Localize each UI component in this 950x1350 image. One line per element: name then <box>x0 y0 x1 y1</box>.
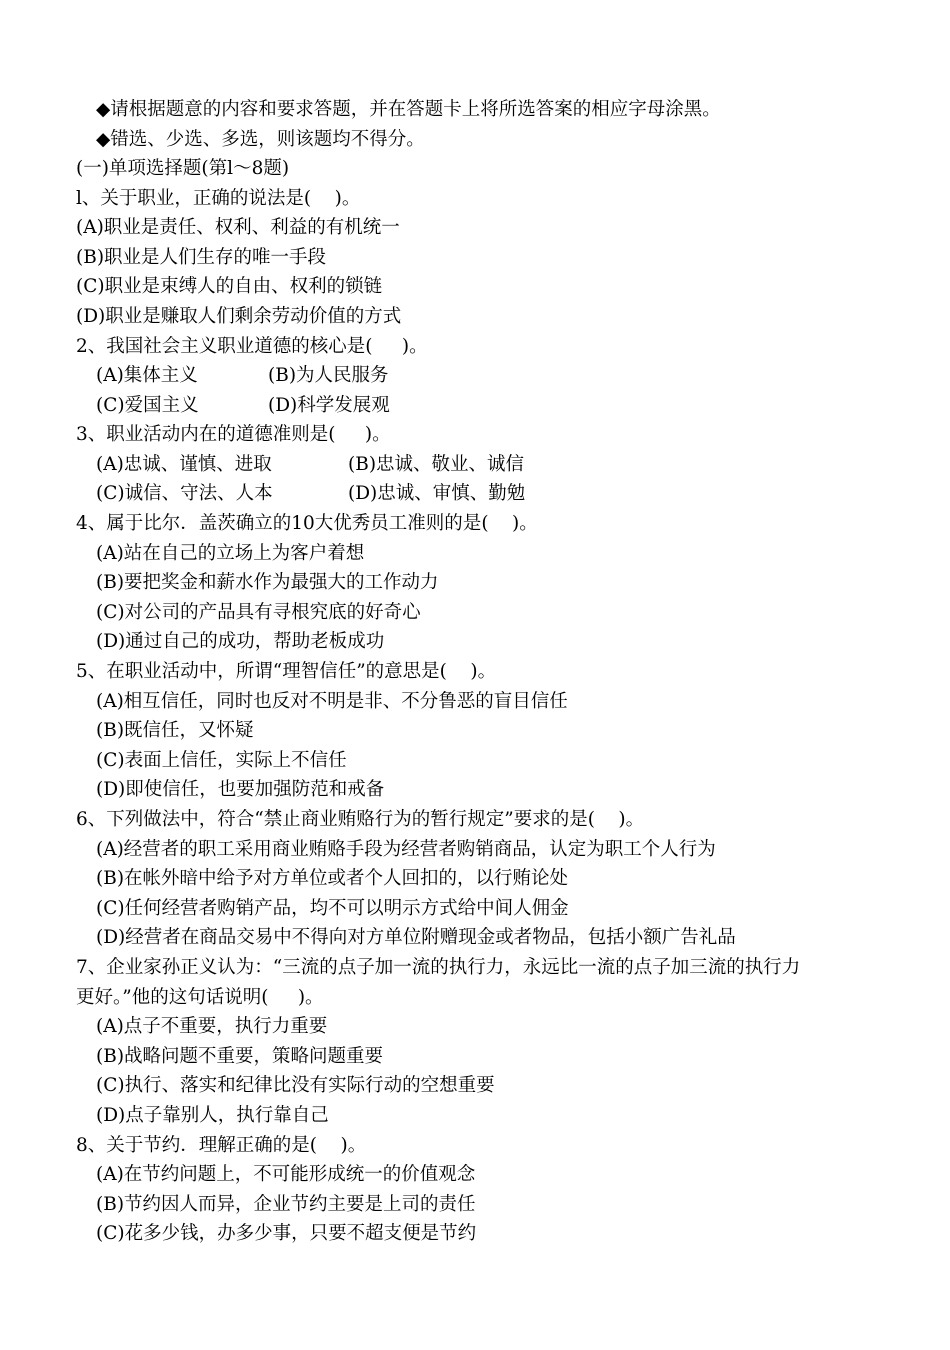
question-3-option-d: (D)忠诚、审慎、勤勉 <box>348 483 526 504</box>
question-8-option-b: (B)节约因人而异，企业节约主要是上司的责任 <box>96 1194 476 1215</box>
question-7-stem-line-1: 7、企业家孙正义认为：“三流的点子加一流的执行力，永远比一流的点子加三流的执行力 <box>76 957 801 978</box>
question-8-stem: 8、关于节约．理解正确的是( )。 <box>76 1135 367 1156</box>
question-5-option-d: (D)即使信任，也要加强防范和戒备 <box>96 779 385 800</box>
question-6-option-a: (A)经营者的职工采用商业贿赂手段为经营者购销商品，认定为职工个人行为 <box>96 839 716 860</box>
question-6-option-d: (D)经营者在商品交易中不得向对方单位附赠现金或者物品，包括小额广告礼品 <box>96 927 736 948</box>
question-2-option-d: (D)科学发展观 <box>268 395 390 416</box>
question-3-option-a: (A)忠诚、谨慎、进取 <box>96 454 272 475</box>
question-2-stem: 2、我国社会主义职业道德的核心是( )。 <box>76 336 428 357</box>
question-1-option-b: (B)职业是人们生存的唯一手段 <box>76 247 327 268</box>
question-4-option-b: (B)要把奖金和薪水作为最强大的工作动力 <box>96 572 439 593</box>
question-8-option-a: (A)在节约问题上，不可能形成统一的价值观念 <box>96 1164 476 1185</box>
question-7-stem-line-2: 更好。”他的这句话说明( )。 <box>76 987 324 1008</box>
question-2-option-b: (B)为人民服务 <box>268 365 389 386</box>
section-title: (一)单项选择题(第l～8题) <box>76 158 290 179</box>
question-7-option-d: (D)点子靠别人，执行靠自己 <box>96 1105 329 1126</box>
question-3-stem: 3、职业活动内在的道德准则是( )。 <box>76 424 391 445</box>
instruction-2: ◆错选、少选、多选，则该题均不得分。 <box>96 129 425 150</box>
instruction-1: ◆请根据题意的内容和要求答题，并在答题卡上将所选答案的相应字母涂黑。 <box>96 99 721 120</box>
question-7-option-a: (A)点子不重要，执行力重要 <box>96 1016 328 1037</box>
question-2-option-c: (C)爱国主义 <box>96 395 199 416</box>
question-1-option-c: (C)职业是束缚人的自由、权利的锁链 <box>76 276 383 297</box>
question-5-option-b: (B)既信任，又怀疑 <box>96 720 254 741</box>
question-4-option-d: (D)通过自己的成功，帮助老板成功 <box>96 631 385 652</box>
question-5-option-a: (A)相互信任，同时也反对不明是非、不分鲁恶的盲目信任 <box>96 691 568 712</box>
question-6-option-b: (B)在帐外暗中给予对方单位或者个人回扣的，以行贿论处 <box>96 868 569 889</box>
question-5-stem: 5、在职业活动中，所谓“理智信任”的意思是( )。 <box>76 661 497 682</box>
question-4-stem: 4、属于比尔．盖茨确立的10大优秀员工准则的是( )。 <box>76 513 538 534</box>
question-4-option-c: (C)对公司的产品具有寻根究底的好奇心 <box>96 602 421 623</box>
question-5-option-c: (C)表面上信任，实际上不信任 <box>96 750 347 771</box>
question-1-stem: l、关于职业，正确的说法是( )。 <box>76 188 361 209</box>
question-8-option-c: (C)花多少钱，办多少事，只要不超支便是节约 <box>96 1223 477 1244</box>
question-1-option-a: (A)职业是责任、权利、利益的有机统一 <box>76 217 400 238</box>
question-1-option-d: (D)职业是赚取人们剩余劳动价值的方式 <box>76 306 402 327</box>
question-4-option-a: (A)站在自己的立场上为客户着想 <box>96 543 365 564</box>
question-7-option-c: (C)执行、落实和纪律比没有实际行动的空想重要 <box>96 1075 495 1096</box>
question-6-option-c: (C)任何经营者购销产品，均不可以明示方式给中间人佣金 <box>96 898 569 919</box>
question-6-stem: 6、下列做法中，符合“禁止商业贿赂行为的暂行规定”要求的是( )。 <box>76 809 645 830</box>
question-3-option-c: (C)诚信、守法、人本 <box>96 483 273 504</box>
question-3-option-b: (B)忠诚、敬业、诚信 <box>348 454 525 475</box>
question-2-option-a: (A)集体主义 <box>96 365 198 386</box>
question-7-option-b: (B)战略问题不重要，策略问题重要 <box>96 1046 384 1067</box>
